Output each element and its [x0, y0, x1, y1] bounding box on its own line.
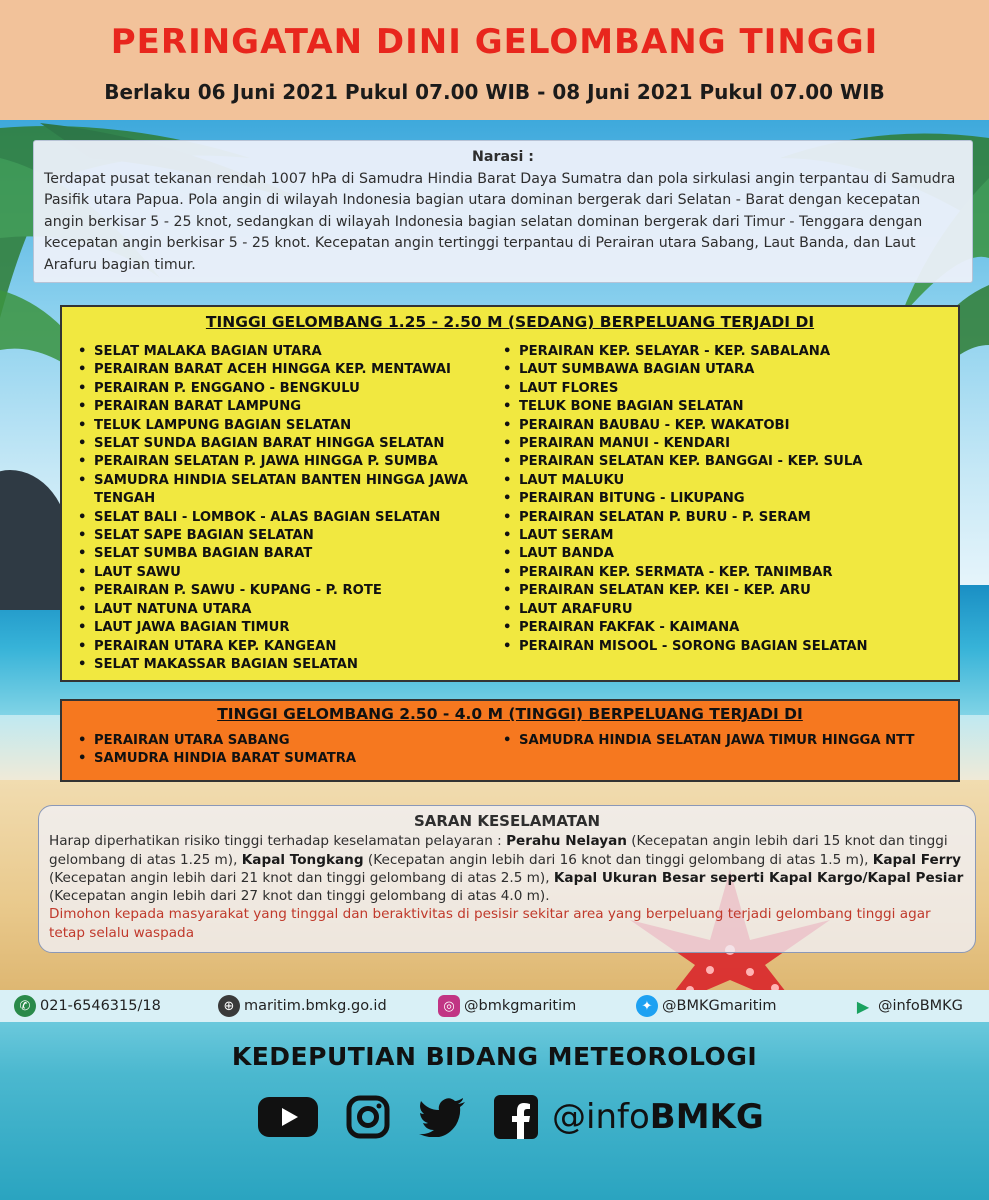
moderate-wave-list-right: [497, 343, 952, 656]
twitter-logo-icon[interactable]: [418, 1097, 466, 1137]
area-item: • LAUT SAWU: [72, 564, 492, 582]
area-item: • TELUK BONE BAGIAN SELATAN: [497, 398, 952, 416]
area-item: • LAUT ARAFURU: [497, 601, 952, 619]
vessel-barge-desc: (Kecepatan angin lebih dari 16 knot dan tinggi gelombang di atas 1.5 m),: [363, 851, 873, 868]
area-item: • SELAT MALAKA BAGIAN UTARA: [72, 343, 492, 361]
vessel-ferry: Kapal Ferry: [872, 851, 962, 868]
handle-prefix: @info: [552, 1097, 650, 1137]
contact-twitter[interactable]: [636, 995, 777, 1017]
area-item: • PERAIRAN SELATAN P. JAWA HINGGA P. SUMBA: [72, 453, 492, 471]
website-url: maritim.bmkg.go.id: [244, 998, 387, 1014]
high-wave-panel: [60, 699, 960, 782]
area-item: • PERAIRAN MANUI - KENDARI: [497, 435, 952, 453]
area-item: • SAMUDRA HINDIA SELATAN BANTEN HINGGA JAWA TENGAH: [72, 472, 492, 509]
area-item: • LAUT NATUNA UTARA: [72, 601, 492, 619]
area-item: • PERAIRAN MISOOL - SORONG BAGIAN SELATAN: [497, 638, 952, 656]
department-name: KEDEPUTIAN BIDANG METEOROLOGI: [231, 1042, 758, 1071]
area-item: • SELAT BALI - LOMBOK - ALAS BAGIAN SELATAN: [72, 509, 492, 527]
instagram-icon: ◎: [438, 995, 460, 1017]
safety-advice-panel: [38, 805, 976, 953]
area-item: • SELAT SAPE BAGIAN SELATAN: [72, 527, 492, 545]
footer-handle[interactable]: [552, 1097, 764, 1137]
area-item: • LAUT BANDA: [497, 545, 952, 563]
moderate-wave-list-left: [72, 343, 492, 674]
vessel-fishing-boat-desc: (Kecepatan angin lebih dari 15 knot dan tinggi gelombang di atas 1.25 m),: [49, 833, 948, 868]
validity-period: Berlaku 06 Juni 2021 Pukul 07.00 WIB - 08 Juni 2021 Pukul 07.00 WIB: [104, 80, 885, 104]
facebook-icon[interactable]: [494, 1095, 538, 1139]
contact-playstore[interactable]: [852, 995, 963, 1017]
area-item: • PERAIRAN UTARA KEP. KANGEAN: [72, 638, 492, 656]
vessel-fishing-boat: Perahu Nelayan: [506, 833, 627, 850]
twitter-handle: @BMKGmaritim: [662, 998, 777, 1014]
area-item: • PERAIRAN P. SAWU - KUPANG - P. ROTE: [72, 582, 492, 600]
page-title: PERINGATAN DINI GELOMBANG TINGGI: [110, 22, 879, 62]
safety-advice-heading: SARAN KESELAMATAN: [413, 812, 601, 830]
high-wave-list-right: [497, 732, 952, 750]
area-item: • SELAT MAKASSAR BAGIAN SELATAN: [72, 656, 492, 674]
area-item: • SELAT SUMBA BAGIAN BARAT: [72, 545, 492, 563]
contact-website[interactable]: [218, 995, 387, 1017]
narasi-heading: Narasi :: [472, 149, 534, 165]
area-item: • PERAIRAN SELATAN KEP. BANGGAI - KEP. SULA: [497, 453, 952, 471]
area-item: • TELUK LAMPUNG BAGIAN SELATAN: [72, 417, 492, 435]
vessel-large-ship-desc: (Kecepatan angin lebih dari 27 knot dan tinggi gelombang di atas 4.0 m).: [49, 888, 550, 905]
area-item: • PERAIRAN BARAT ACEH HINGGA KEP. MENTAWAI: [72, 361, 492, 379]
area-item: • PERAIRAN KEP. SERMATA - KEP. TANIMBAR: [497, 564, 952, 582]
instagram-logo-icon[interactable]: [346, 1095, 390, 1139]
area-item: • PERAIRAN UTARA SABANG: [72, 732, 492, 750]
contact-strip: [0, 990, 989, 1022]
area-item: • LAUT SUMBAWA BAGIAN UTARA: [497, 361, 952, 379]
advice-intro: Harap diperhatikan risiko tinggi terhadap keselamatan pelayaran :: [49, 833, 507, 850]
instagram-handle: @bmkgmaritim: [464, 998, 577, 1014]
phone-number: 021-6546315/18: [40, 998, 161, 1014]
moderate-wave-title: TINGGI GELOMBANG 1.25 - 2.50 M (SEDANG) BERPELUANG TERJADI DI: [205, 313, 815, 331]
safety-advice-text: [49, 832, 965, 905]
vessel-barge: Kapal Tongkang: [241, 851, 364, 868]
area-item: • PERAIRAN BITUNG - LIKUPANG: [497, 490, 952, 508]
area-item: • LAUT MALUKU: [497, 472, 952, 490]
area-item: • PERAIRAN SELATAN KEP. KEI - KEP. ARU: [497, 582, 952, 600]
area-item: • PERAIRAN P. ENGGANO - BENGKULU: [72, 380, 492, 398]
vessel-ferry-desc: (Kecepatan angin lebih dari 21 knot dan tinggi gelombang di atas 2.5 m),: [49, 869, 554, 886]
header: [0, 0, 989, 120]
coastal-warning: Dimohon kepada masyarakat yang tinggal dan beraktivitas di pesisir sekitar area yang berpeluang terjadi gelombang tinggi agar tetap selalu waspada: [49, 906, 931, 941]
area-item: • SAMUDRA HINDIA SELATAN JAWA TIMUR HINGGA NTT: [497, 732, 952, 750]
phone-icon: ✆: [14, 995, 36, 1017]
high-wave-title: TINGGI GELOMBANG 2.50 - 4.0 M (TINGGI) BERPELUANG TERJADI DI: [217, 705, 803, 723]
handle-brand: BMKG: [649, 1097, 764, 1137]
narasi-panel: [33, 140, 973, 283]
play-store-icon: ▶: [856, 996, 870, 1016]
playstore-handle: @infoBMKG: [878, 998, 963, 1014]
area-item: • PERAIRAN SELATAN P. BURU - P. SERAM: [497, 509, 952, 527]
globe-icon: ⊕: [218, 995, 240, 1017]
area-item: • PERAIRAN BARAT LAMPUNG: [72, 398, 492, 416]
narasi-text: Terdapat pusat tekanan rendah 1007 hPa di Samudra Hindia Barat Daya Sumatra dan pola sirkulasi angin terpantau di Samudra Pasifik utara Papua. Pola angin di wilayah Indonesia bagian utara dominan bergerak dari Selatan - Barat dengan kecepatan angin berkisar 5 - 25 knot, sedangkan di wilayah Indonesia bagian selatan dominan bergerak dari Timur - Tenggara dengan kecepatan angin berkisar 5 - 25 knot. Kecepatan angin tertinggi terpantau di Perairan utara Sabang, Laut Banda, dan Laut Arafuru bagian timur.: [44, 170, 956, 273]
contact-phone[interactable]: [14, 995, 161, 1017]
area-item: • PERAIRAN FAKFAK - KAIMANA: [497, 619, 952, 637]
area-item: • SELAT SUNDA BAGIAN BARAT HINGGA SELATAN: [72, 435, 492, 453]
moderate-wave-panel: [60, 305, 960, 682]
area-item: • LAUT FLORES: [497, 380, 952, 398]
area-item: • LAUT SERAM: [497, 527, 952, 545]
social-icons: [258, 1093, 764, 1141]
area-item: • LAUT JAWA BAGIAN TIMUR: [72, 619, 492, 637]
area-item: • SAMUDRA HINDIA BARAT SUMATRA: [72, 750, 492, 768]
high-wave-list-left: [72, 732, 492, 769]
area-item: • PERAIRAN KEP. SELAYAR - KEP. SABALANA: [497, 343, 952, 361]
area-item: • PERAIRAN BAUBAU - KEP. WAKATOBI: [497, 417, 952, 435]
vessel-large-ship: Kapal Ukuran Besar seperti Kapal Kargo/Kapal Pesiar: [553, 869, 964, 886]
contact-instagram[interactable]: [438, 995, 576, 1017]
twitter-icon: ✦: [636, 995, 658, 1017]
youtube-icon[interactable]: [258, 1095, 318, 1139]
